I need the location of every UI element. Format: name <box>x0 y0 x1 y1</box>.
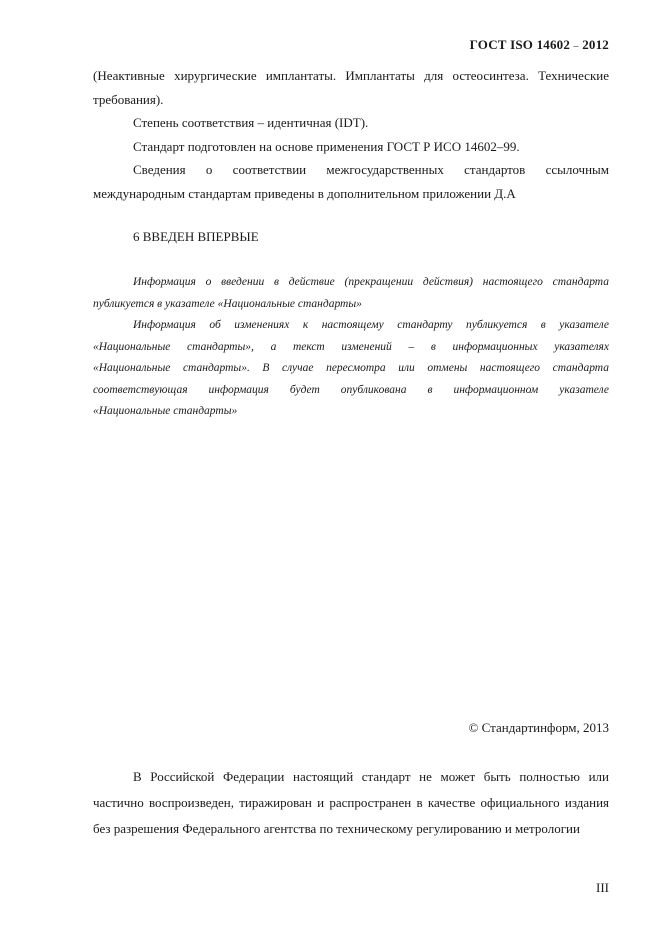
notice-line: Информация о введении в действие (прекращении действия) настоящего стандарта <box>133 276 609 288</box>
notice-block <box>93 272 609 423</box>
notice-line: соответствующая информация будет опубликована в информационном указателе <box>93 383 609 396</box>
notice-line: «Национальные стандарты». В случае пересмотра или отмены настоящего стандарта <box>93 362 609 374</box>
notice-line: «Национальные стандарты» <box>93 405 238 417</box>
standard-designation: ГОСТ ISO 14602 <box>469 37 571 52</box>
notice-line: публикуется в указателе «Национальные стандарты» <box>93 297 362 310</box>
reproduction-notice <box>93 764 609 842</box>
conformity-statement: Степень соответствия – идентичная (IDT). <box>133 115 369 130</box>
prepared-statement: Стандарт подготовлен на основе применения ГОСТ Р ИСО 14602–99. <box>133 138 520 154</box>
footer-line: частично воспроизведен, тиражирован и распространен в качестве официального издания <box>93 795 609 810</box>
notice-line: «Национальные стандарты», а текст изменений – в информационных указателях <box>93 340 609 353</box>
page-number: III <box>596 880 609 895</box>
copyright-notice: © Стандартинформ, 2013 <box>468 720 609 735</box>
header-dash: – <box>573 41 579 52</box>
page-header <box>470 37 609 53</box>
footer-line: без разрешения Федерального агентства по техническому регулированию и метрологии <box>93 821 580 836</box>
notice-line: Информация об изменениях к настоящему стандарту публикуется в указателе <box>133 319 609 331</box>
body-line: (Неактивные хирургические имплантаты. Имплантаты для остеосинтеза. Технические <box>93 68 609 83</box>
section-item-6 <box>93 225 609 249</box>
footer-line: В Российской Федерации настоящий стандарт не может быть полностью или <box>133 769 609 784</box>
body-line: требования). <box>93 91 164 107</box>
info-line: международным стандартам приведены в дополнительном приложении Д.А <box>93 185 516 201</box>
document-body <box>93 64 609 205</box>
info-line: Сведения о соответствии межгосударственных стандартов ссылочным <box>133 162 609 177</box>
item-6-heading: 6 ВВЕДЕН ВПЕРВЫЕ <box>133 229 259 244</box>
standard-year: 2012 <box>582 37 609 52</box>
